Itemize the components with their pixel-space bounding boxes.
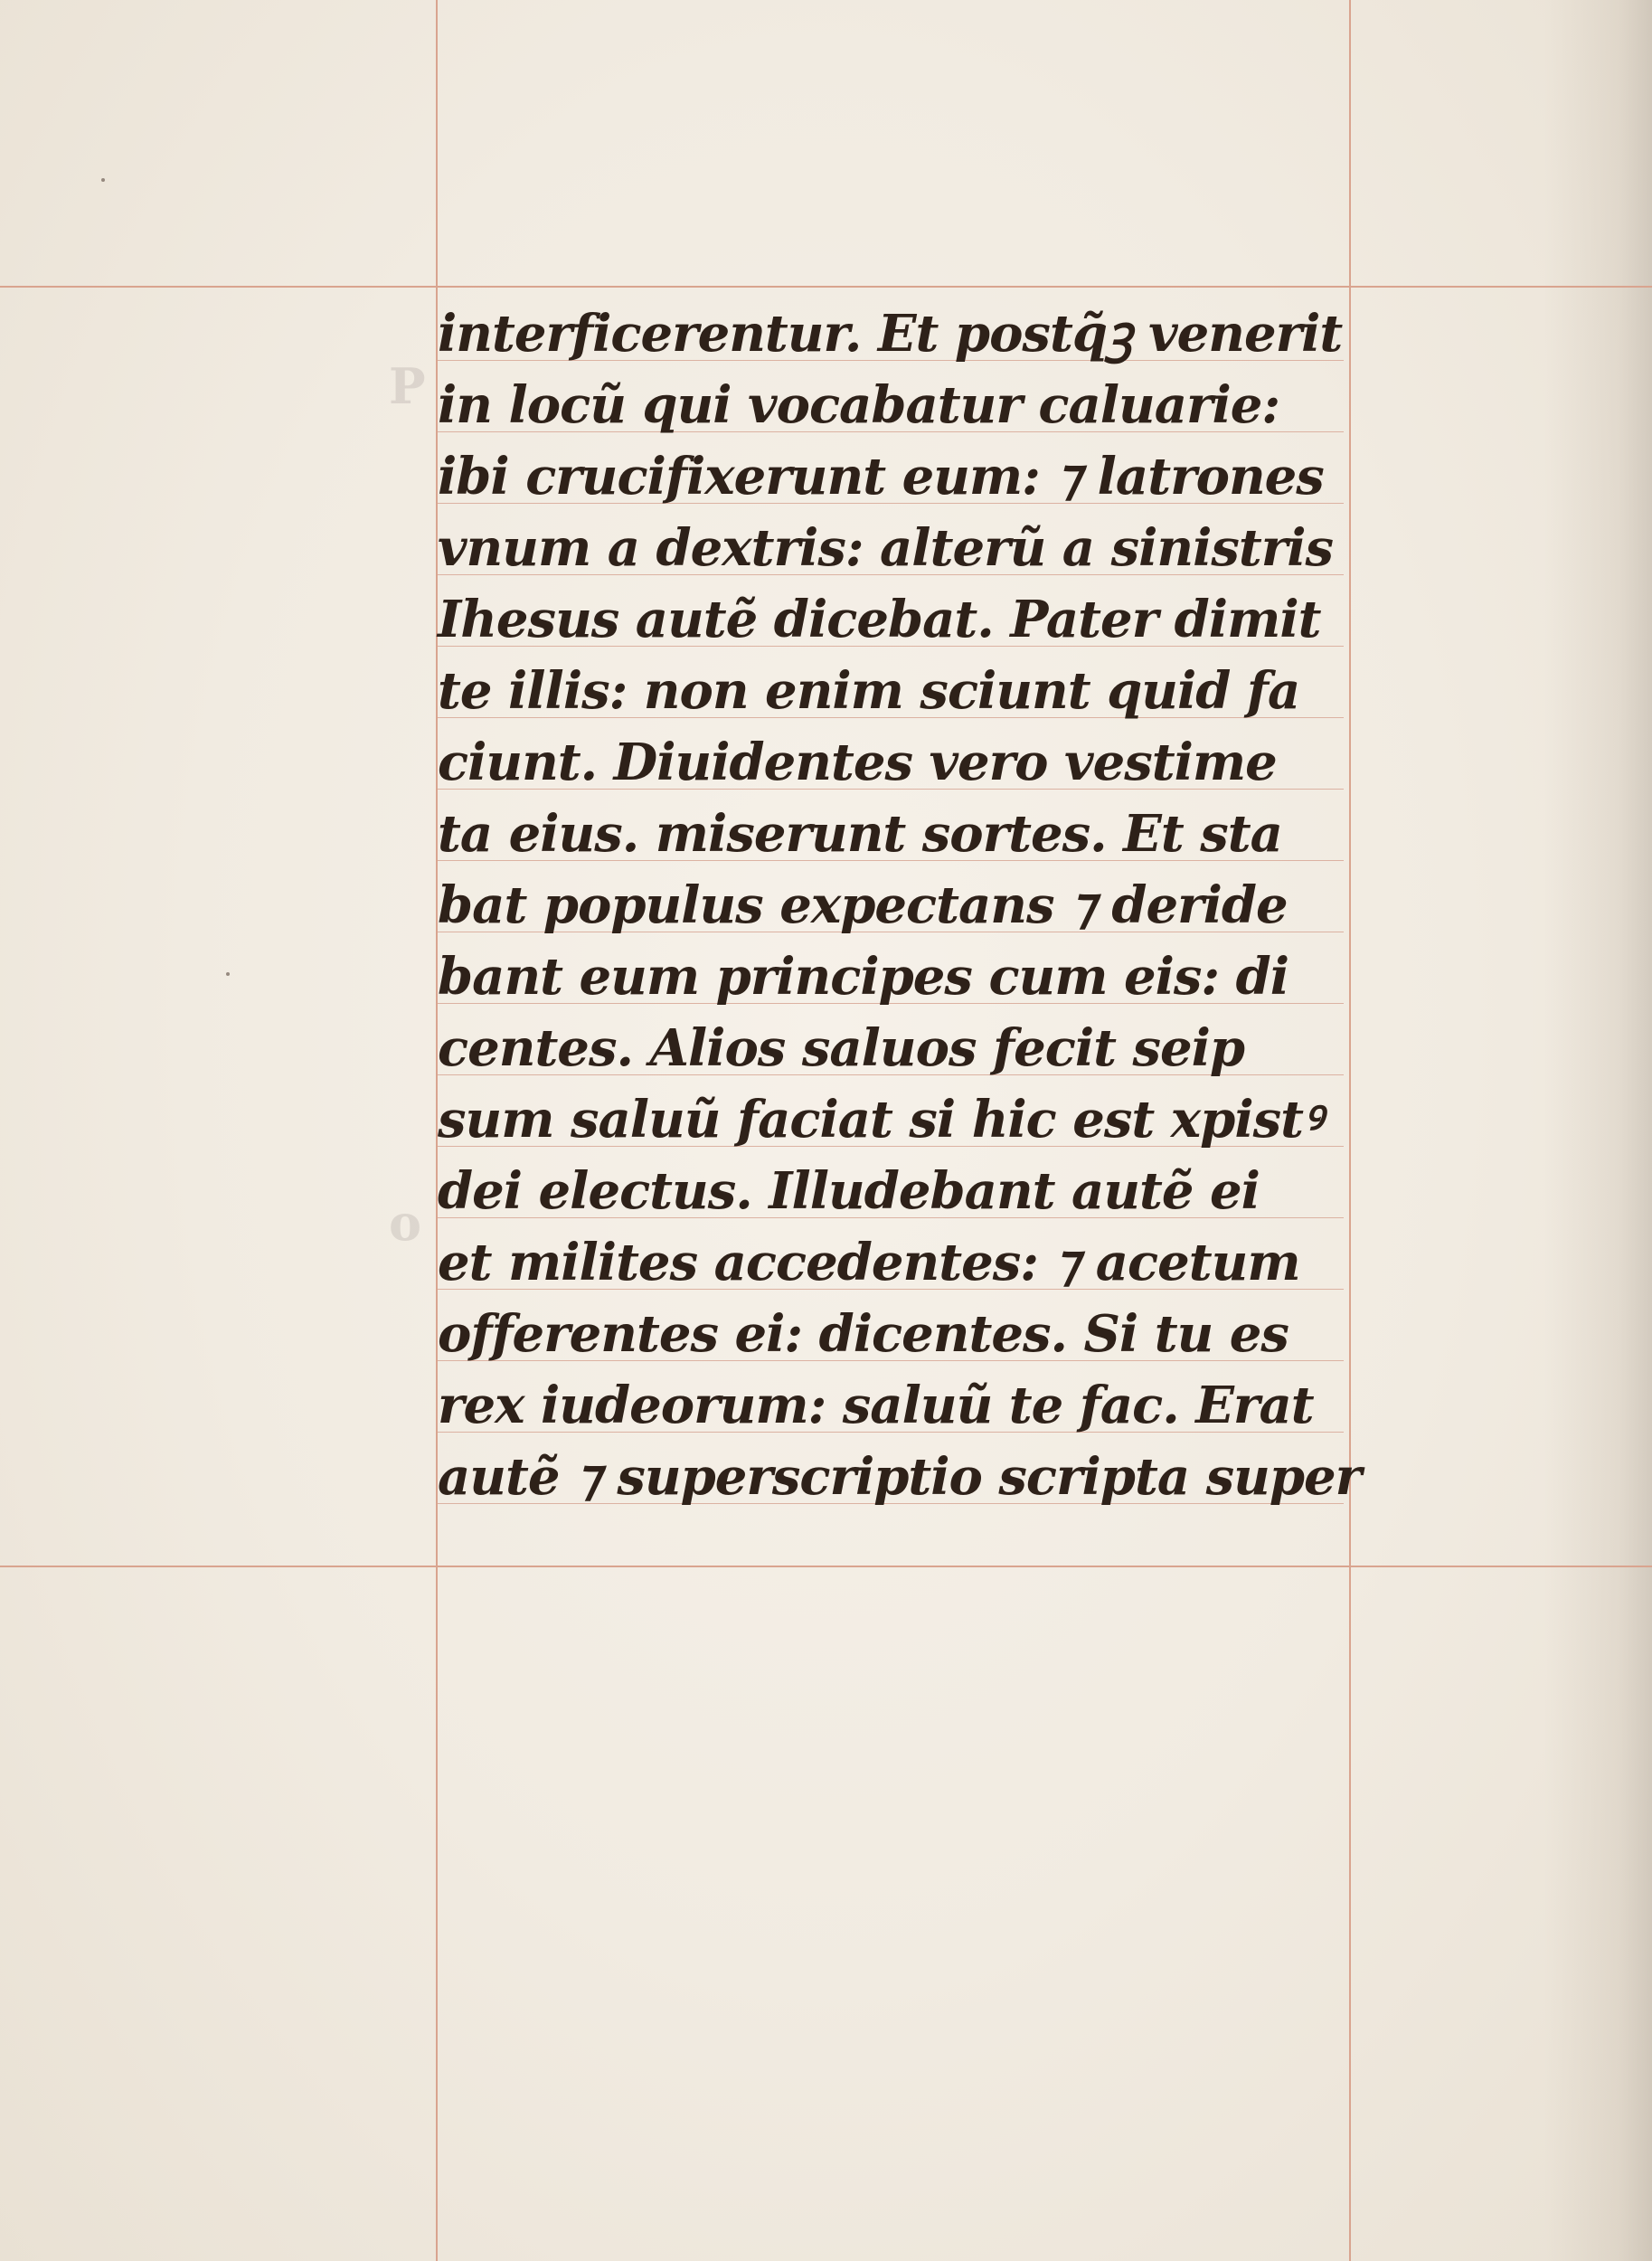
text-line: Ihesus autẽ dicebat. Pater dimit xyxy=(438,590,1321,649)
ruling-top xyxy=(0,286,1652,288)
text-line: bat populus expectans ⁊ deride xyxy=(438,875,1288,935)
text-line: interficerentur. Et postq̃ꝫ venerit xyxy=(438,304,1343,364)
text-line: autẽ ⁊ superscriptio scripta super xyxy=(438,1447,1362,1507)
ruling-right xyxy=(1349,0,1351,2261)
text-line: in locũ qui vocabatur caluarie: xyxy=(438,375,1280,435)
text-line: te illis: non enim sciunt quid fa xyxy=(438,661,1300,721)
ruling-bottom xyxy=(0,1566,1652,1567)
speck xyxy=(101,178,105,182)
text-line: dei electus. Illudebant autẽ ei xyxy=(438,1161,1260,1221)
text-line: ibi crucifixerunt eum: ⁊ latrones xyxy=(438,447,1324,506)
text-line: rex iudeorum: saluũ te fac. Erat xyxy=(438,1376,1314,1435)
show-through-text: P xyxy=(389,357,426,415)
speck xyxy=(226,972,230,976)
show-through-text: o xyxy=(389,1194,422,1252)
text-line: centes. Alios saluos fecit seip xyxy=(438,1018,1245,1078)
text-line: et milites accedentes: ⁊ acetum xyxy=(438,1233,1300,1292)
text-line: ciunt. Diuidentes vero vestime xyxy=(438,733,1277,792)
text-line: bant eum principes cum eis: di xyxy=(438,947,1289,1007)
text-line: vnum a dextris: alterũ a sinistris xyxy=(438,518,1334,578)
text-line: ta eius. miserunt sortes. Et sta xyxy=(438,804,1282,864)
gutter-shadow xyxy=(1543,0,1652,2261)
text-line: offerentes ei: dicentes. Si tu es xyxy=(438,1304,1289,1364)
text-line: sum saluũ faciat si hic est xpistꝰ xyxy=(438,1090,1322,1149)
